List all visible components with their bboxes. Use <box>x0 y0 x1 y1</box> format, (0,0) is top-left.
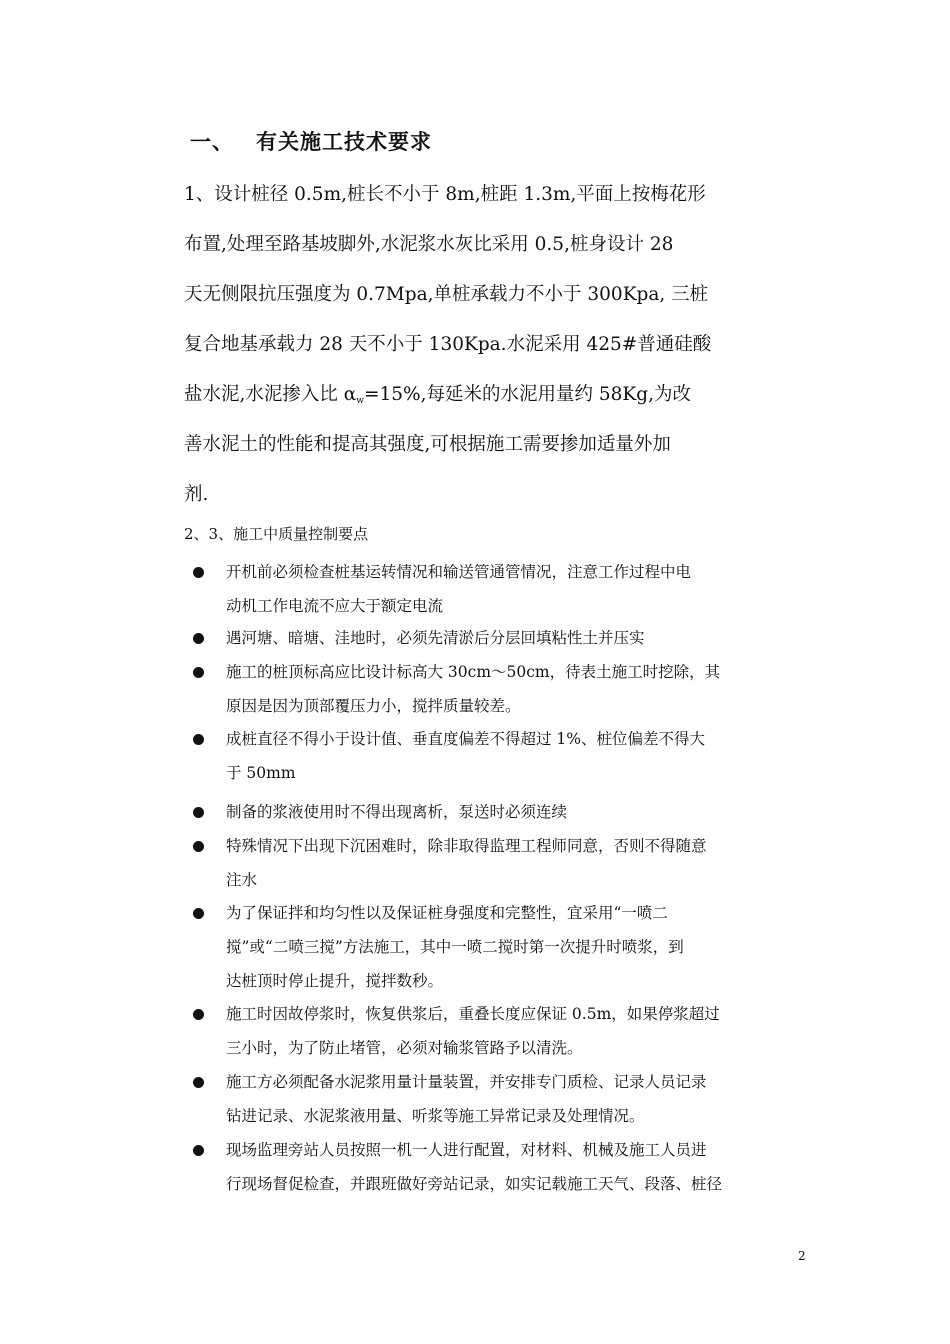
bullet-text-line: 遇河塘、暗塘、洼地时，必须先清淤后分层回填粘性土并压实 <box>226 629 645 647</box>
bullet-text-line: 施工方必须配备水泥浆用量计量装置，并安排专门质检、记录人员记录 <box>226 1073 707 1091</box>
paragraph-line: 复合地基承载力 28 天不小于 130Kpa.水泥采用 425#普通硅酸 <box>184 334 712 355</box>
bullet-dot-icon <box>193 667 204 678</box>
bullet-text-line: 搅”或“二喷三搅”方法施工，其中一喷二搅时第一次提升时喷浆，到 <box>226 938 684 956</box>
bullet-text-line: 特殊情况下出现下沉困难时，除非取得监理工程师同意，否则不得随意 <box>226 837 707 855</box>
bullet-text-line: 现场监理旁站人员按照一机一人进行配置，对材料、机械及施工人员进 <box>226 1141 707 1159</box>
page-number: 2 <box>798 1249 806 1263</box>
bullet-text-line: 施工时因故停浆时，恢复供浆后，重叠长度应保证 0.5m，如果停浆超过 <box>226 1005 720 1023</box>
bullet-text-line: 成桩直径不得小于设计值、垂直度偏差不得超过 1%、桩位偏差不得大 <box>226 730 706 748</box>
bullet-text-line: 钻进记录、水泥浆液用量、听浆等施工异常记录及处理情况。 <box>226 1107 645 1125</box>
bullet-text-line: 动机工作电流不应大于额定电流 <box>226 597 444 615</box>
bullet-text-line: 达桩顶时停止提升，搅拌数秒。 <box>226 972 444 990</box>
bullet-text-line: 于 50mm <box>226 764 296 782</box>
bullet-text-line: 注水 <box>226 871 258 889</box>
bullet-text-line: 制备的浆液使用时不得出现离析，泵送时必须连续 <box>226 803 568 821</box>
bullet-dot-icon <box>193 908 204 919</box>
bullet-dot-icon <box>193 1145 204 1156</box>
bullet-dot-icon <box>193 1077 204 1088</box>
bullet-dot-icon <box>193 567 204 578</box>
paragraph-line: 天无侧限抗压强度为 0.7Mpa,单桩承载力不小于 300Kpa, 三桩 <box>184 284 709 305</box>
quality-control-subheading: 2、3、施工中质量控制要点 <box>184 525 369 543</box>
bullet-dot-icon <box>193 734 204 745</box>
bullet-text-line: 原因是因为顶部覆压力小，搅拌质量较差。 <box>226 697 521 715</box>
paragraph-line: 1、设计桩径 0.5m,桩长不小于 8m,桩距 1.3m,平面上按梅花形 <box>184 184 706 205</box>
paragraph-line-formula <box>184 370 804 420</box>
bullet-text-line: 施工的桩顶标高应比设计标高大 30cm～50cm，待表土施工时挖除，其 <box>226 663 721 681</box>
bullet-dot-icon <box>193 1009 204 1020</box>
section-number: 一、 <box>190 130 234 154</box>
formula-before: 盐水泥,水泥掺入比 α <box>184 384 357 405</box>
formula-after: =15%,每延米的水泥用量约 58Kg,为改 <box>363 384 691 405</box>
bullet-dot-icon <box>193 841 204 852</box>
bullet-text-line: 三小时，为了防止堵管，必须对输浆管路予以清洗。 <box>226 1039 583 1057</box>
section-heading <box>190 126 432 156</box>
bullet-text-line: 为了保证拌和均匀性以及保证桩身强度和完整性，宜采用“一喷二 <box>226 904 668 922</box>
bullet-text-line: 行现场督促检查，并跟班做好旁站记录，如实记载施工天气、段落、桩径 <box>226 1175 723 1193</box>
requirements-paragraph <box>184 170 804 520</box>
paragraph-line: 剂. <box>184 484 209 505</box>
formula-subscript: w <box>356 396 364 406</box>
bullet-text-line: 开机前必须检查桩基运转情况和输送管通管情况，注意工作过程中电 <box>226 563 692 581</box>
paragraph-line: 布置,处理至路基坡脚外,水泥浆水灰比采用 0.5,桩身设计 28 <box>184 234 674 255</box>
bullet-dot-icon <box>193 807 204 818</box>
paragraph-line: 善水泥土的性能和提高其强度,可根据施工需要掺加适量外加 <box>184 434 671 455</box>
bullet-dot-icon <box>193 633 204 644</box>
section-title: 有关施工技术要求 <box>256 130 432 154</box>
